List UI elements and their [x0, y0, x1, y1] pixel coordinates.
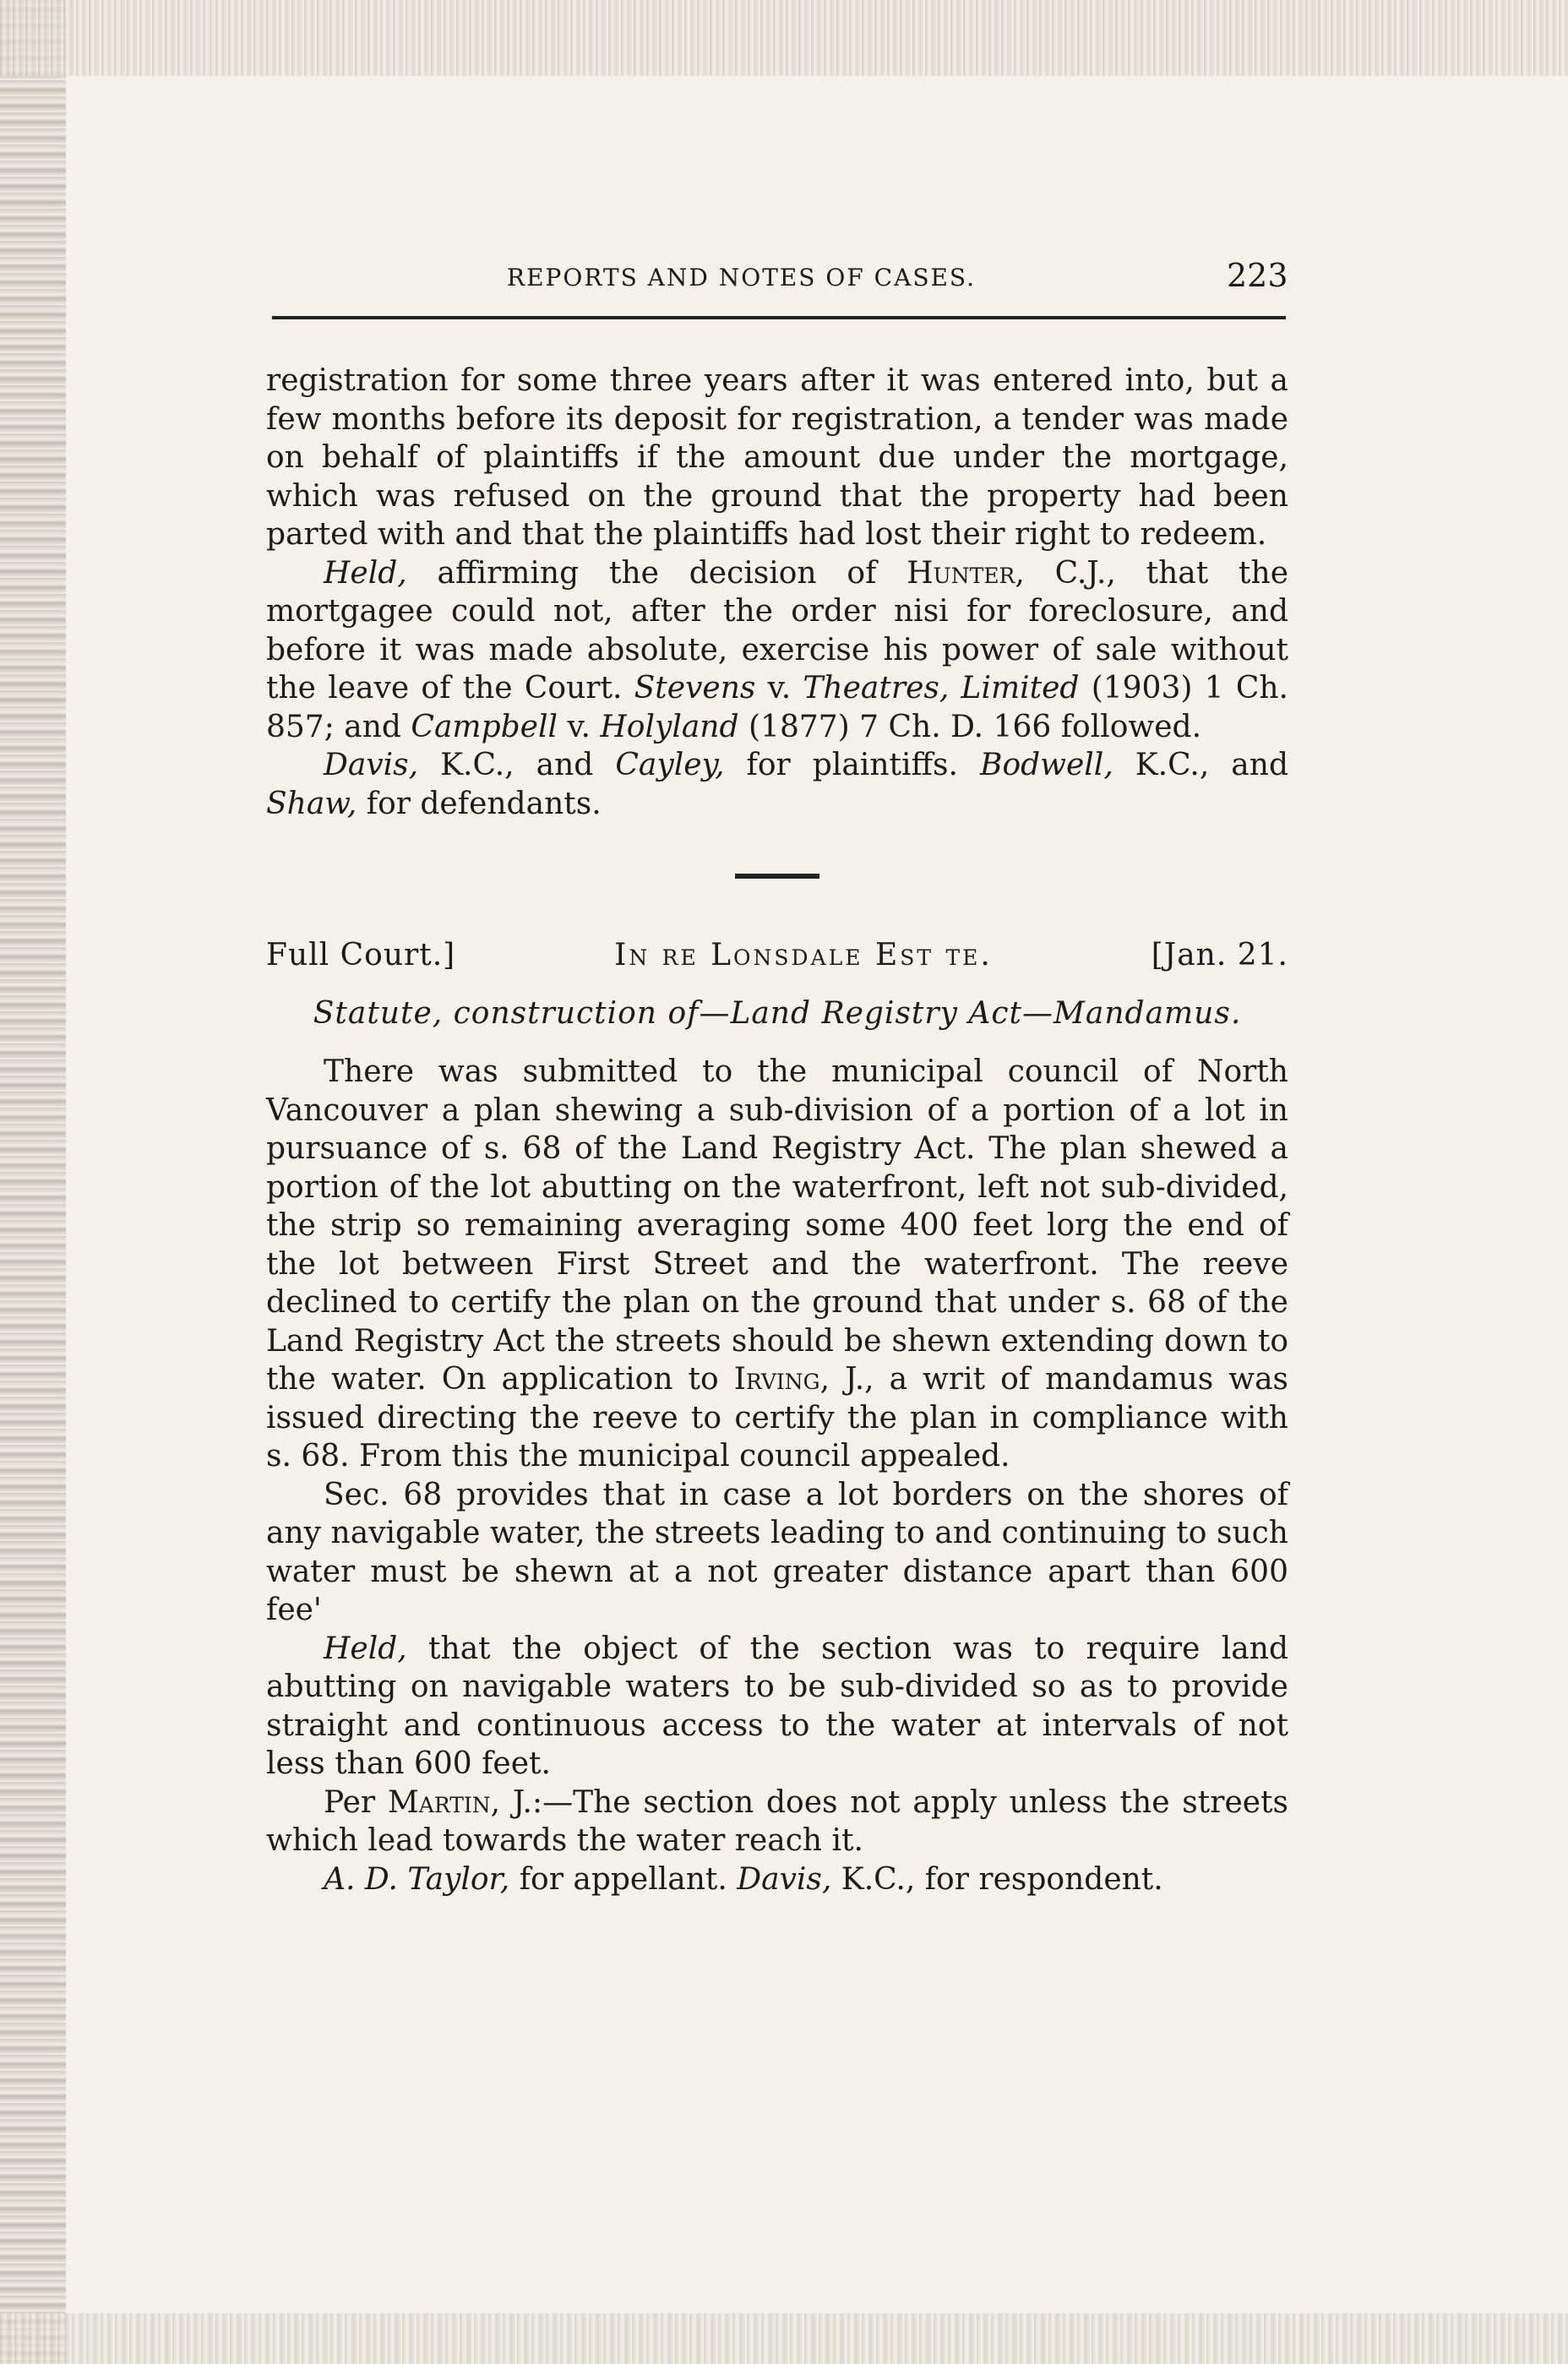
- counsel-name: Bodwell,: [980, 748, 1113, 782]
- counsel-name: Cayley,: [615, 748, 725, 782]
- header-rule: [272, 316, 1286, 319]
- case-citation: Theatres, Limited: [803, 671, 1080, 705]
- held-word: Held,: [324, 1631, 407, 1666]
- section-divider: [735, 874, 819, 879]
- case2-per-curiam: Per Martin, J.:—The section does not apply unless the streets which lead towards the water reach it.: [266, 1784, 1288, 1858]
- case2-held: Held, that the object of the section was to require land abutting on navigable waters to be sub-divided so as to provide straight and continuous access to the water at intervals of not less than 600 feet.: [266, 1631, 1288, 1781]
- case2-counsel: A. D. Taylor, for appellant. Davis, K.C., for respondent.: [324, 1861, 1163, 1897]
- case-citation: Stevens: [634, 671, 756, 705]
- page-number: 223: [1227, 257, 1288, 294]
- text-column: [266, 362, 1288, 1898]
- case1-counsel: Davis, K.C., and Cayley, for plaintiffs. Bodwell, K.C., and Shaw, for defendants.: [266, 748, 1288, 821]
- court-name: Full Court.]: [266, 938, 456, 972]
- case-title: In re Lonsdale Est te.: [614, 938, 993, 972]
- held-word: Held,: [324, 555, 407, 591]
- case2-section: Sec. 68 provides that in case a lot borders on the shores of any navigable water, the streets leading to and continuing to such water must be shewn at a not greater distance apart than 600 fee': [266, 1477, 1288, 1627]
- scan-edge-top: [0, 0, 1568, 76]
- scan-edge-bottom: [0, 2313, 1568, 2364]
- case1-paragraph: registration for some three years after it was entered into, but a few months before its deposit for registration, a tender was made on behalf of plaintiffs if the amount due under the mortgage, which was refused on the ground that the property had been parted with and that the plaintiffs had lost their right to redeem.: [266, 363, 1288, 552]
- counsel-name: Davis,: [737, 1861, 832, 1897]
- judge-name: Irving: [733, 1362, 820, 1397]
- running-header: REPORTS AND NOTES OF CASES.: [507, 264, 977, 291]
- case-date: [Jan. 21.: [1151, 938, 1288, 972]
- case-citation: Campbell: [411, 709, 558, 744]
- counsel-name: Davis,: [324, 748, 419, 782]
- case2-facts: There was submitted to the municipal council of North Vancouver a plan shewing a sub-division of a portion of a lot in pursuance of s. 68 of the Land Registry Act. The plan shewed a portion of the lot abutting on the waterfront, left not sub-divided, the strip so remaining averaging some 400 feet lorg the end of the lot between First Street and the waterfront. The reeve declined to certify the plan on the ground that under s. 68 of the Land Registry Act the streets should be shewn extending down to the water. On application to Irving, J., a writ of mandamus was issued directing the reeve to certify the plan in compliance with s. 68. From this the municipal council appealed.: [266, 1054, 1289, 1473]
- judge-name: Martin: [387, 1784, 491, 1820]
- judge-name: Hunter: [906, 555, 1015, 591]
- scan-edge-left: [0, 0, 66, 2364]
- case1-held: Held, affirming the decision of Hunter, C.J., that the mortgagee could not, after the order nisi for foreclosure, and before it was made absolute, exercise his power of sale without the leave of the Court. Stevens v. Theatres, Limited (1903) 1 Ch. 857; and Campbell v. Holyland (1877) 7 Ch. D. 166 followed.: [266, 555, 1288, 744]
- counsel-name: A. D. Taylor,: [324, 1861, 510, 1897]
- case-citation: Holyland: [600, 709, 739, 744]
- case2-header: [266, 936, 1288, 974]
- counsel-name: Shaw,: [266, 786, 357, 821]
- case2-headnote: Statute, construction of—Land Registry Act—Mandamus.: [313, 996, 1242, 1031]
